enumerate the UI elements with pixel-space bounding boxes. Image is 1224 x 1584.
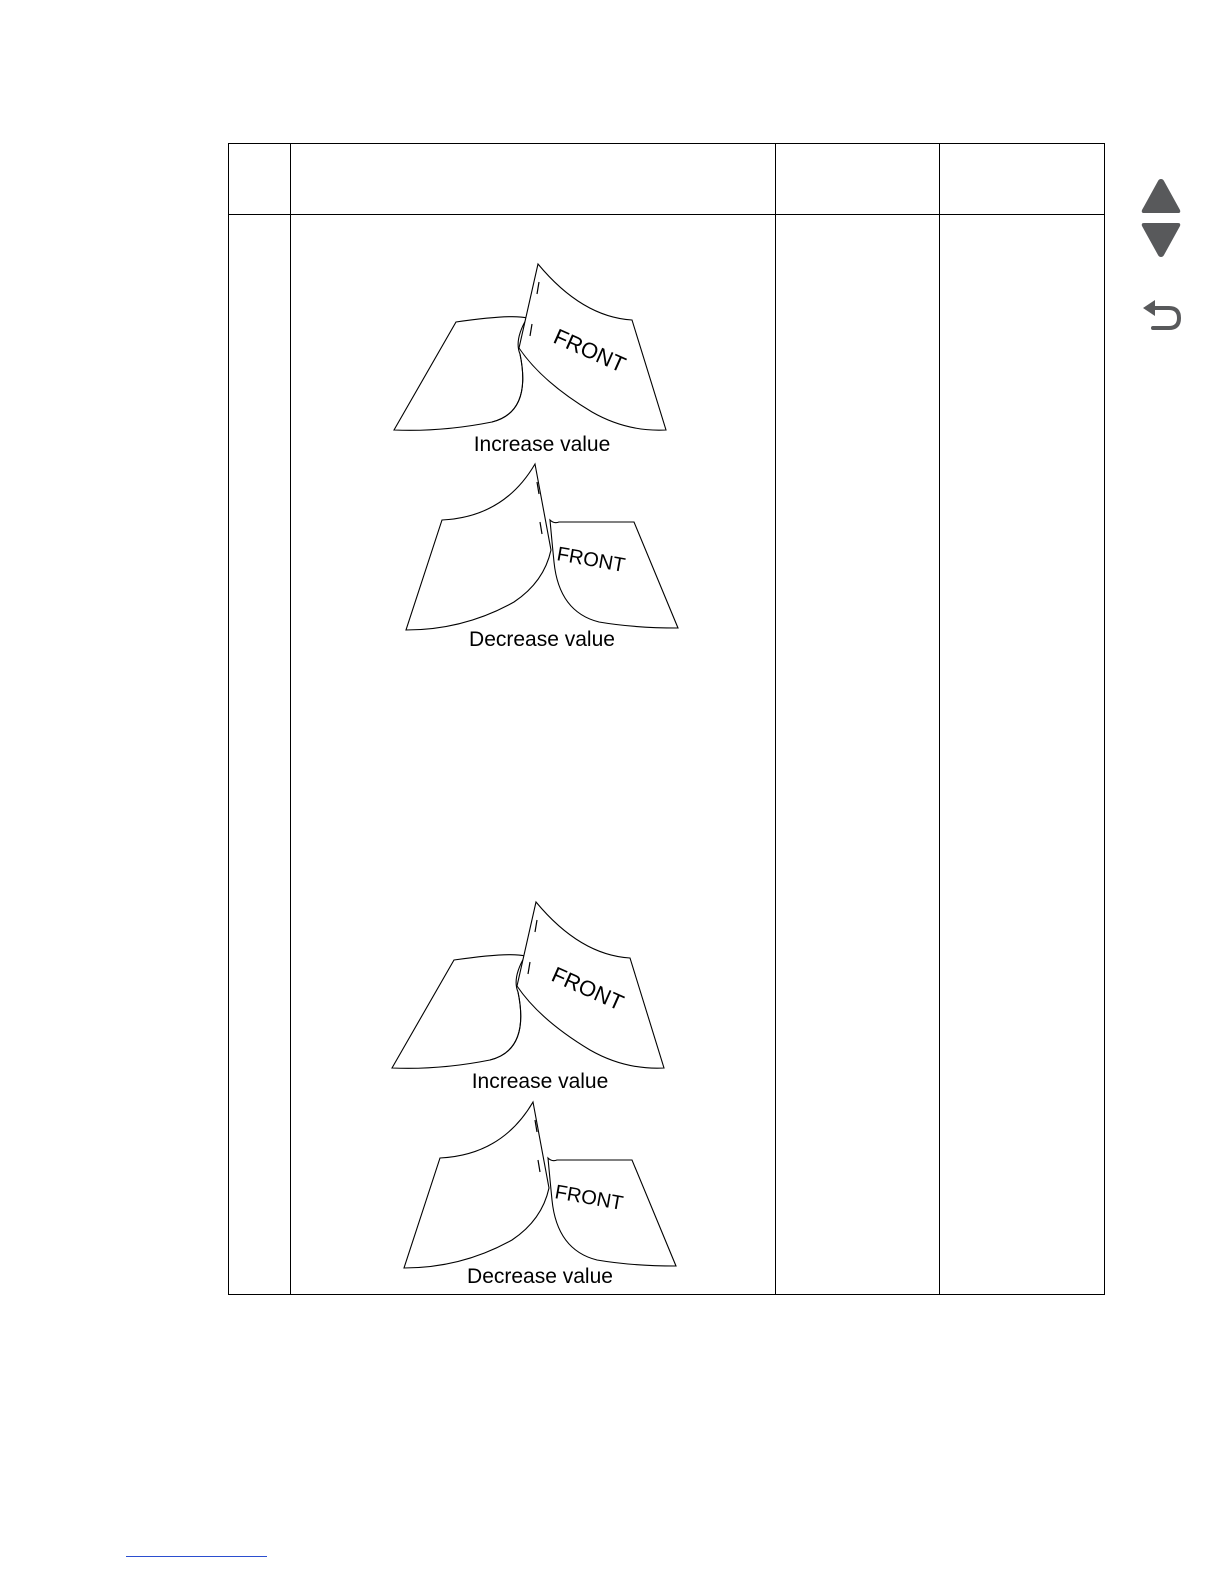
booklet-decrease-illustration-2 — [402, 1100, 678, 1272]
figure-caption: Decrease value — [467, 1265, 613, 1288]
previous-page-button[interactable] — [1140, 177, 1182, 220]
booklet-decrease-illustration-1 — [404, 462, 680, 634]
booklet-increase-illustration-1 — [392, 262, 668, 434]
triangle-up-icon — [1140, 177, 1182, 215]
figure-caption: Increase value — [473, 433, 611, 456]
front-label: FRONT — [553, 1181, 625, 1215]
next-page-button[interactable] — [1140, 221, 1182, 264]
front-label: FRONT — [555, 543, 627, 577]
return-arrow-icon — [1141, 298, 1183, 334]
figure-caption: Increase value — [471, 1070, 609, 1093]
column-divider-yes — [939, 144, 940, 1294]
front-label: FRONT — [547, 961, 628, 1016]
booklet-increase-illustration-2 — [390, 900, 666, 1072]
column-divider-action — [775, 144, 776, 1294]
column-divider-step — [290, 144, 291, 1294]
front-label: FRONT — [549, 323, 630, 378]
table-header-divider — [229, 214, 1104, 215]
go-back-button[interactable] — [1141, 298, 1183, 339]
triangle-down-icon — [1140, 221, 1182, 259]
footer-link-underline[interactable] — [126, 1556, 267, 1557]
figure-caption: Decrease value — [469, 628, 615, 651]
